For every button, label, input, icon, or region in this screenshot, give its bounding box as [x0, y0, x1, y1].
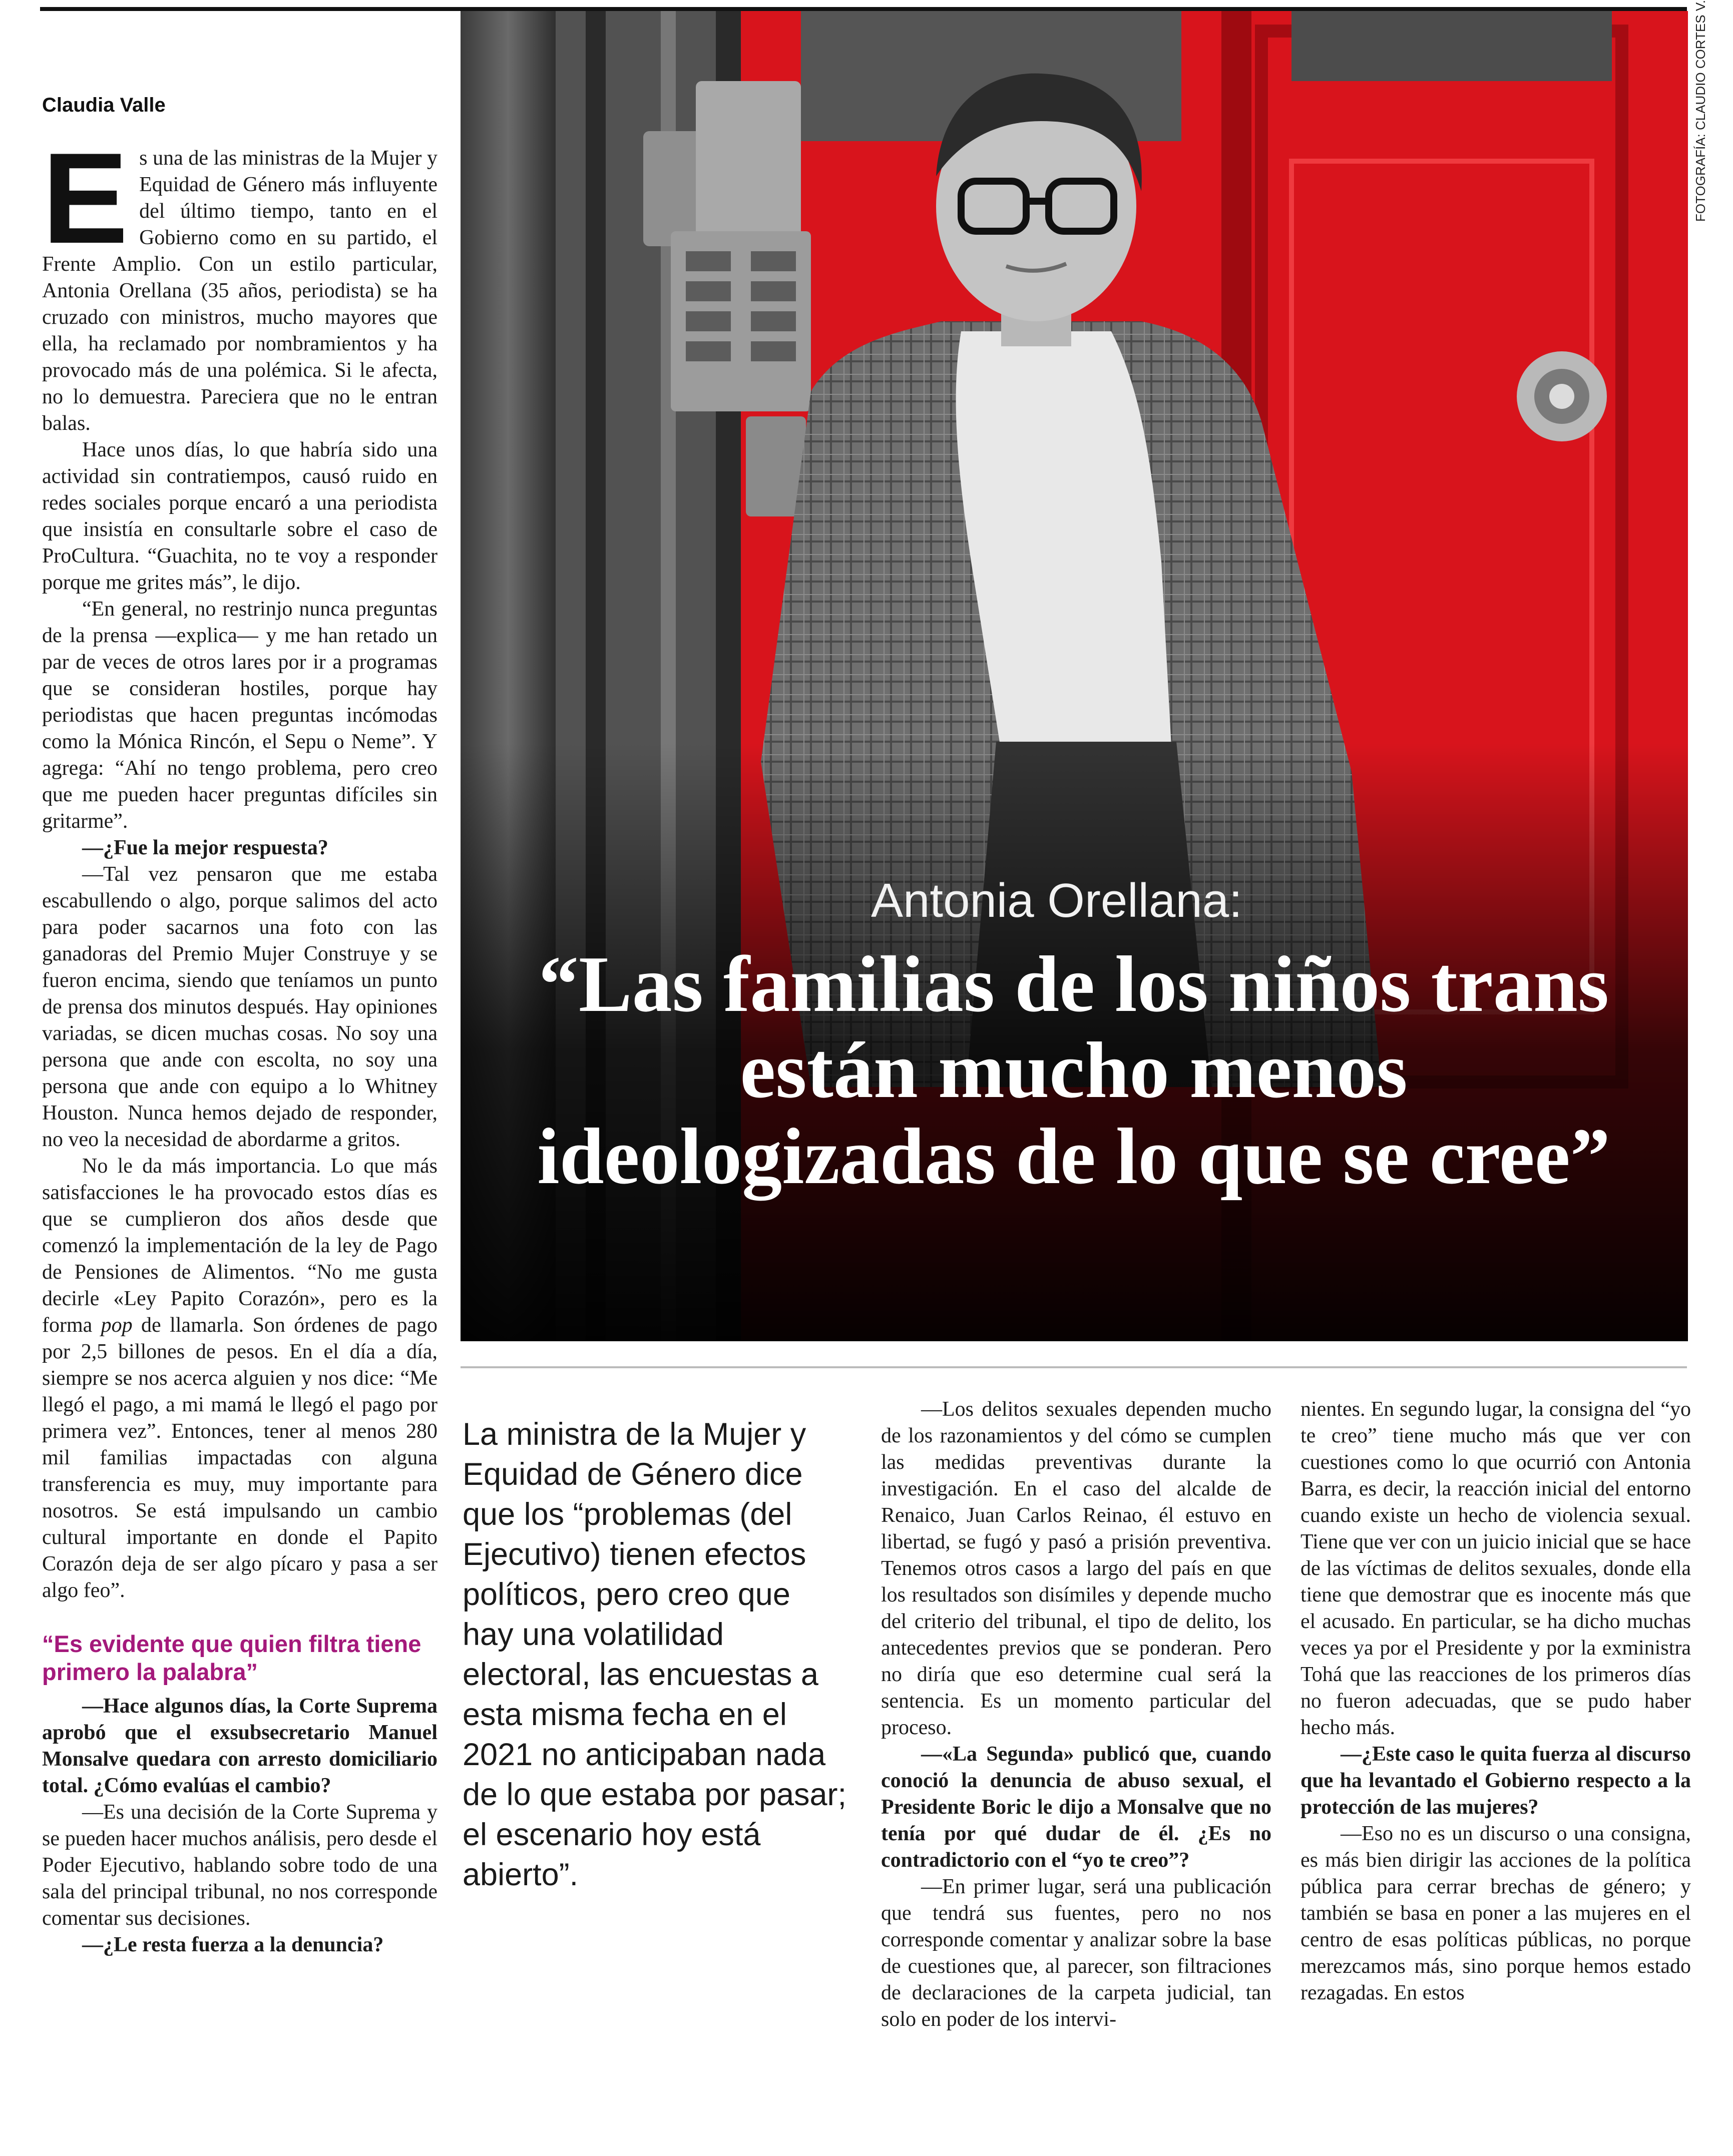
- paragraph: —Tal vez pensaron que me estaba escabullendo o algo, porque salimos del acto para poder sacarnos una foto con las ganadoras del Premio Mujer Construye y se fueron encima, siendo que teníamos un punto de prensa dos minutos después. Hay opiniones variadas, se dicen muchas cosas. No soy una persona que ande con escolta, no soy una persona que ande con equipo a lo Whitney Houston. Nunca hemos dejado de responder, no veo la necesidad de abordarme a gritos.: [42, 863, 438, 1151]
- paragraph: —Eso no es un discurso o una consigna, es más bien dirigir las acciones de la política pública para cerrar brechas de género; y también se basa en poner a las mujeres en el centro de esas políticas públicas, no porque merezcamos más, sino porque hemos estado rezagadas. En estos: [1301, 1822, 1691, 2004]
- italic-word: pop: [101, 1314, 133, 1337]
- paragraph: nientes. En segundo lugar, la consigna del “yo te creo” tiene mucho más que ver con cuestiones como lo que ocurrió con Antonia Barra, es decir, la reacción inicial del entorno cuando existe un hecho de violencia sexual. Tiene que ver con un juicio inicial que se hace de las víctimas de delitos sexuales, donde ella tiene que demostrar que es inocente más que el acusado. En particular, se ha dicho muchas veces ya por el Presidente y por la exministra Tohá que las reacciones de los primeros días no fueron adecuadas, que se pudo haber hecho más.: [1301, 1398, 1691, 1739]
- top-rule: [40, 7, 1687, 11]
- text-run: de llamarla. Son órdenes de pago por 2,5 billones de pesos. En el día a día, siempre se nos acerca alguien y nos dice: “Me llegó el pago, a mi mamá le llegó el pago por primera vez”. Entonces, tener al menos 280 mil familias impactadas con alguna transferencia es muy, muy importante para nosotros. Se está impulsando un cambio cultural importante en donde el Papito Corazón deja de ser algo pícaro y pasa a ser algo feo”.: [42, 1314, 438, 1602]
- section-subhead: “Es evidente que quien filtra tiene primero la palabra”: [42, 1631, 421, 1685]
- paragraph: —En primer lugar, será una publicación que tendrá sus fuentes, pero no nos corresponde comentar y analizar sobre la base de cuestiones que, al parecer, son filtraciones de declaraciones de la carpeta judicial, tan solo en poder de los intervi-: [881, 1875, 1271, 2031]
- interview-question: —¿Este caso le quita fuerza al discurso que ha levantado el Gobierno respecto a la protección de las mujeres?: [1301, 1743, 1691, 1819]
- interview-question: —«La Segunda» publicó que, cuando conoció la denuncia de abuso sexual, el Presidente Boric le dijo a Monsalve que no tenía por qué dudar de él. ¿Es no contradictorio con el “yo te creo”?: [881, 1743, 1271, 1872]
- body-column-1: [42, 126, 438, 1958]
- paragraph: [42, 1153, 438, 1604]
- interview-question: —Hace algunos días, la Corte Suprema aprobó que el exsubsecretario Manuel Monsalve quedara con arresto domiciliario total. ¿Cómo evalúas el cambio?: [42, 1695, 438, 1797]
- lead-paragraph: [42, 126, 438, 437]
- dropcap: E: [42, 126, 129, 270]
- paragraph: “En general, no restrinjo nunca preguntas de la prensa —explica— y me han retado un par de veces de otros lares por ir a programas que se consideran hostiles, porque hay periodistas que hacen preguntas incómodas como la Mónica Rincón, el Sepu o Neme”. Y agrega: “Ahí no tengo problema, pero creo que me pueden hacer preguntas difíciles sin gritarme”.: [42, 598, 438, 833]
- byline: Claudia Valle: [42, 94, 166, 116]
- paragraph: —Es una decisión de la Corte Suprema y se pueden hacer muchos análisis, pero desde el Poder Ejecutivo, hablando sobre todo de una sala del principal tribunal, no nos corresponde comentar sus decisiones.: [42, 1801, 438, 1930]
- article-summary: La ministra de la Mujer y Equidad de Género dice que los “problemas (del Ejecutivo) tienen efectos políticos, pero creo que hay una volatilidad electoral, las encuestas a esta misma fecha en el 2021 no anticipaban nada de lo que estaba por pasar; el escenario hoy está abierto”.: [463, 1417, 847, 1892]
- text-run: No le da más importancia. Lo que más satisfacciones le ha provocado estos días es que se cumplieron dos años desde que comenzó la implementación de la ley de Pago de Pensiones de Alimentos. “No me gusta decirle «Ley Papito Corazón», pero es la forma: [42, 1155, 438, 1337]
- body-column-3: [881, 1396, 1271, 2033]
- interview-question: —¿Fue la mejor respuesta?: [82, 836, 328, 859]
- photo-credit: FOTOGRAFÍA: CLAUDIO CORTES V.: [1693, 0, 1708, 222]
- headline-kicker: Antonia Orellana:: [871, 874, 1242, 927]
- lead-text: s una de las ministras de la Mujer y Equidad de Género más influyente del último tiempo, tanto en el Gobierno como en su partido, el Frente Amplio. Con un estilo particular, Antonia Orellana (35 años, periodista) se ha cruzado con ministros, mucho mayores que ella, ha reclamado por nombramientos y ha provocado más de una polémica. Si le afecta, no lo demuestra. Pareciera que no le entran balas.: [42, 147, 438, 435]
- paragraph: —Los delitos sexuales dependen mucho de los razonamientos y del cómo se cumplen las medidas preventivas durante la investigación. En el caso del alcalde de Renaico, Juan Carlos Reinao, él estuvo en libertad, se fugó y pasó a prisión preventiva. Tenemos otros casos a largo del país en que los resultados son disímiles y depende mucho del criterio del tribunal, el tipo de delito, los antecedentes previos que se ponderan. Pero no diría que eso determine cual será la sentencia. Es un momento particular del proceso.: [881, 1398, 1271, 1739]
- interview-question: —¿Le resta fuerza a la denuncia?: [82, 1933, 384, 1956]
- headline: “Las familias de los niños trans están mucho menos ideologizadas de lo que se cree”: [537, 939, 1610, 1201]
- body-column-4: [1301, 1396, 1691, 2006]
- paragraph: Hace unos días, lo que habría sido una actividad sin contratiempos, causó ruido en redes sociales porque encaró a una periodista que insistía en consultarle sobre el caso de ProCultura. “Guachita, no te voy a responder porque me grites más”, le dijo.: [42, 438, 438, 594]
- section-rule: [461, 1366, 1687, 1368]
